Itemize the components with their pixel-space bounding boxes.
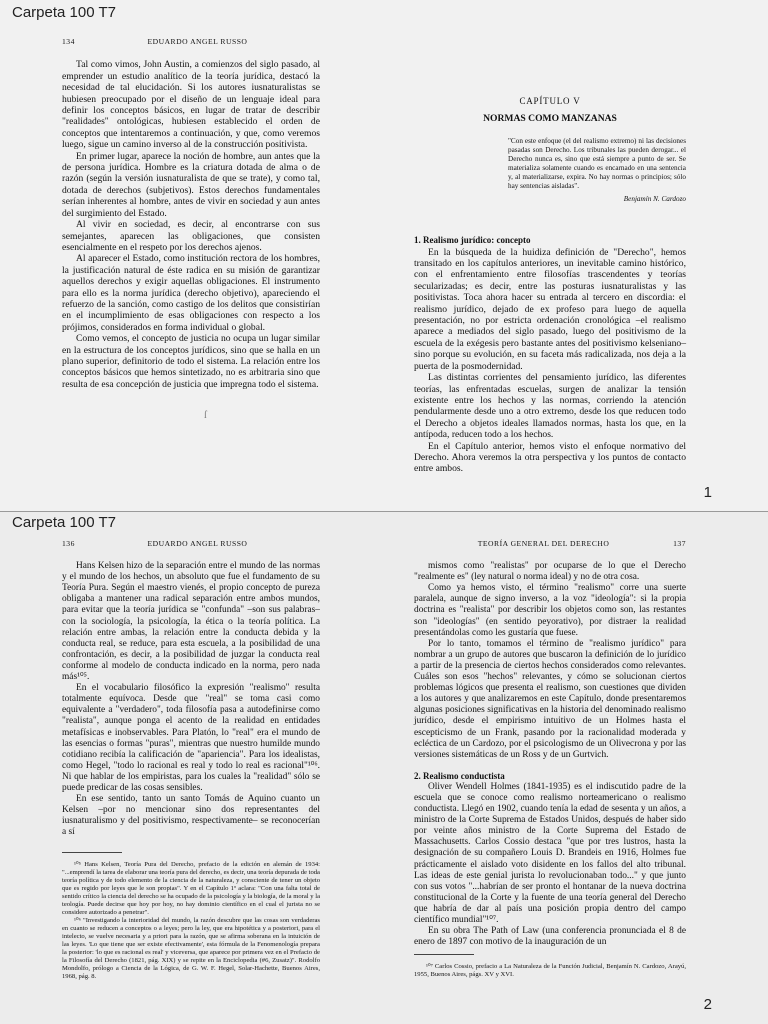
footnote: ¹⁰⁵ Hans Kelsen, Teoría Pura del Derecho, prefacio de la edición en alemán de 1934: "...emprendí la tarea de elaborar una teoría pura del derecho, es decir, una teoría depurada de toda teoría política y de todo elemento de la ciencia de la naturaleza, y consciente de tener un objeto que es regido por leyes que le son propias". Y en el Capítulo 1º aclara: "Con una falta total de sentido crítico la ciencia del derecho se ha ocupado de la psicología y la biología, de la moral y la teología. Puede decirse que hoy por hoy, no hay dominio científico en el cual el jurista no se considere autorizado a penetrar".: [62, 861, 320, 917]
page-number: 136: [62, 539, 75, 548]
footnote: ¹⁰⁶ "Investigando la interioridad del mundo, la razón descubre que las cosas son verdaderas en cuanto se reducen a conceptos o a leyes; pero la ley, que era hipotética y a posteriori, para el intelecto, se vuelve necesaria y a priori para la razón, que se afirma soberana en la intuición de las leyes. 'Lo que tiene que ser existe efectivamente', esta fórmula de la Fenomenología prepara la posterior: 'lo que es racional es real' y viceversa, que aparece por primera vez en el Prefacio de la Filosofía del Derecho (1821, pág. XIX) y se repite en la Enciclopedia (#6, Zusatz)". Rodolfo Mondolfo, prólogo a Ciencia de la Lógica, de G. W. F. Hegel, Solar-Hachette, Buenos Aires, 1968, pág. 8.: [62, 917, 320, 981]
footnotes: [414, 963, 686, 979]
running-head: [62, 36, 320, 47]
footnotes: [62, 861, 320, 981]
paragraph: Por lo tanto, tomamos el término de "realismo jurídico" para nombrar a un grupo de autores que buscaron la definición de lo jurídico a partir de la presencia de ciertos hechos considerados como relevantes. Cuáles son esos "hechos" relevantes, y cómo se solucionan ciertos problemas lógicos que presenta el realismo, son cuestiones que dividen a los autores y que analizaremos en este Capítulo, donde presentaremos algunas posiciones significativas en la historia del denominado realismo jurídico, desde el empirismo intuitivo de un Holmes hasta el escepticismo de un Frank, pasando por la racionalidad moderada y ecléctica de un Cardozo, por el psicologismo de un Olivecrona y por las versiones sistemáticas de un Ross y de un Gurtvich.: [414, 638, 686, 760]
epigraph-author: Benjamín N. Cardozo: [623, 194, 686, 203]
scanned-sheet-2: [0, 512, 768, 1024]
running-head: [414, 538, 686, 549]
running-head-title: TEORÍA GENERAL DEL DERECHO: [477, 539, 610, 548]
paragraph: Oliver Wendell Holmes (1841-1935) es el indiscutido padre de la escuela que se conoce como realismo norteamericano o realismo conductista. Llegó en 1902, cuando tenía la edad de sesenta y un años, a ministro de la Corte Suprema de Estados Unidos, después de haber sido por veinte años ministro de la Corte Suprema del Estado de Massachusetts. Carlos Cossio destaca "que por tres lustros, hasta la designación de su compañero Louis D. Brandeis en 1916, Holmes fue prácticamente el aislado voto disidente en los fallos del alto tribunal. Las ideas de este genial jurista lo revolucionaban todo..." y que junto con sus votos "...habrían de ser pronto el hontanar de la nueva doctrina constitucional de la Corte y la fuente de una teoría general del Derecho que habría de dar al país una posición propia dentro del campo científico mundial"¹⁰⁷.: [414, 781, 686, 925]
running-head: [62, 538, 320, 549]
book-page-135: [414, 36, 686, 475]
book-page-134: [62, 36, 320, 390]
section-heading: 1. Realismo jurídico: concepto: [414, 235, 531, 246]
book-page-136: [62, 538, 320, 981]
book-page-137: [414, 538, 686, 979]
footnote: ¹⁰⁷ Carlos Cossio, prefacio a La Naturaleza de la Función Judicial, Benjamín N. Cardozo, Arayú, 1955, Buenos Aires, págs. XV y XVI.: [414, 963, 686, 979]
paragraph: En ese sentido, tanto un santo Tomás de Aquino cuanto un Kelsen –por no mencionar sino dos representantes del iusnaturalismo y del positivismo, respectivamente– se reconocerían a sí: [62, 794, 320, 838]
paragraph: Como vemos, el concepto de justicia no ocupa un lugar similar en la estructura de los conceptos jurídicos, sino que se halla en un plano superior, definitorio de todo el sistema. La relación entre los conceptos básicos que hemos sintetizado, no es arbitraria sino que resulta de esa concepción de justicia que impregna todo el sistema.: [62, 333, 320, 390]
epigraph-quote: "Con este enfoque (el del realismo extremo) ni las decisiones pasadas son Derecho. Los tribunales las pueden derogar... el Derecho nunca es, sino que está siempre a punto de ser. Se materializa solamente cuando es encarnado en una sentencia y, al materializarse, expira. No hay normas o principios; sólo hay sentencias aisladas".: [508, 136, 686, 190]
sheet-number: 2: [703, 996, 712, 1013]
chapter-label: CAPÍTULO V: [519, 96, 581, 106]
running-head-author: EDUARDO ANGEL RUSSO: [147, 37, 248, 46]
paragraph: En el Capítulo anterior, hemos visto el enfoque normativo del Derecho. Ahora veremos la otra perspectiva y los puntos de contacto entre ambos.: [414, 440, 686, 475]
paragraph: Tal como vimos, John Austin, a comienzos del siglo pasado, al emprender un estudio analítico de la teoría jurídica, destacó la necesidad de tal elucidación. Si los autores iusnaturalistas se hubiesen preocupado por el diseño de un lenguaje ideal para definir los conceptos básicos, en lugar de tratar de describir "realidades" ontológicas, hubiesen establecido el orden de conceptos que intentaremos a continuación, y que, como veremos luego, sigue un camino inverso al de la construcción positivista.: [62, 59, 320, 151]
footnote-rule: [414, 954, 474, 955]
page-number: 134: [62, 37, 75, 46]
paragraph: En primer lugar, aparece la noción de hombre, aun antes que la de persona jurídica. Hombre es la criatura dotada de alma o de razón (según la versión iusnaturalista de que se trate), y como tal, dotada de derechos (subjetivos). Estos derechos fundamentales serían inherentes al hombre, antes de vivir en sociedad y aun antes del surgimiento del Estado.: [62, 150, 320, 219]
paragraph: Hans Kelsen hizo de la separación entre el mundo de las normas y el mundo de los hechos, un absoluto que fue el fundamento de su Teoría Pura. Según el maestro vienés, el propio concepto de pureza obligaba a mantener una radical separación entre ambos mundos, para evitar que la teoría jurídica se "confunda" –son sus palabras– con la sociología, la psicología, la ética o la teoría política. La relación entre ambas, la relación entre la conducta debida y la conducta real, se reduce, para esta escuela, a la posibilidad de una confrontación, es decir, a la posibilidad de juzgar la conducta real conforme al modelo de conducta indicado en la norma, pero nada más¹⁰⁵.: [62, 561, 320, 683]
paragraph: En el vocabulario filosófico la expresión "realismo" resulta totalmente equívoca. Desde que "real" se toma casi como equivalente a "verdadero", toda filosofía pasa a autodefinirse como "realista", aunque ponga el acento de la realidad en entidades metafísicas e inobservables. Para Platón, lo "real" era el mundo de las esencias o formas "puras", mientras que nuestro humilde mundo cotidiano recibía la calificación de "apariencia". Para los idealistas, como Hegel, "todo lo racional es real y todo lo real es racional"¹⁰⁶. Ni que hablar de los empiristas, para los cuales la "realidad" sólo se puede predicar de las cosas sensibles.: [62, 683, 320, 793]
paragraph: Las distintas corrientes del pensamiento jurídico, las diferentes teorías, las enfrentadas escuelas, surgen de analizar la tensión existente entre los hechos y las normas, corriendo la atención pendularmente desde uno a otro extremo, desde los que reducen todo el Derecho a objetos ideales llamados normas, hasta los que, en la antípoda, reducen todo a los hechos.: [414, 372, 686, 441]
scan-artifact-mark: ſ: [204, 410, 207, 421]
paragraph: En la búsqueda de la huidiza definición de "Derecho", hemos transitado en los capítulos anteriores, un inevitable camino histórico, con el enfrentamiento entre filosofías trascendentes y teorías secularizadas; es decir, entre las posturas iusnaturalistas y las positivistas. Toca ahora hacer su entrada al tercero en discordia: el realismo jurídico, dejado de ex profeso para luego de aquella presentación, no por estricta ordenación cronológica –el realismo aparece a mediados del siglo pasado, luego del positivismo de la escuela de la exégesis pero bastante antes del positivismo kelseniano– sino porque su evolución, en su faceta más radicalizada, nos deja a la puerta de la posmodernidad.: [414, 246, 686, 372]
sheet-header-label: Carpeta 100 T7: [12, 514, 116, 531]
running-head-author: EDUARDO ANGEL RUSSO: [147, 539, 248, 548]
paragraph: mismos como "realistas" por ocuparse de lo que el Derecho "realmente es" (ley natural o norma ideal) y no de otra cosa.: [414, 561, 686, 583]
paragraph: Al vivir en sociedad, es decir, al encontrarse con sus semejantes, aparecen las obligaciones, que consisten esencialmente en el respeto por los derechos ajenos.: [62, 219, 320, 253]
paragraph: En su obra The Path of Law (una conferencia pronunciada el 8 de enero de 1897 con motivo de la inauguración de un: [414, 926, 686, 948]
section-heading: 2. Realismo conductista: [414, 770, 505, 781]
sheet-header-label: Carpeta 100 T7: [12, 4, 116, 21]
chapter-title: NORMAS COMO MANZANAS: [483, 113, 617, 125]
footnote-rule: [62, 852, 122, 853]
sheet-number: 1: [703, 484, 712, 501]
paragraph: Al aparecer el Estado, como institución rectora de los hombres, la justificación natural de éste radica en su misión de garantizar aquellos derechos y exigir aquellas obligaciones. El instrumento para ello es la norma jurídica (derecho objetivo), apareciendo el refuerzo de la sanción, como castigo de los delitos que consistirían en el incumplimiento de esas obligaciones con respecto a los prójimos, considerados en forma individual o global.: [62, 253, 320, 333]
paragraph: Como ya hemos visto, el término "realismo" corre una suerte paralela, aunque de signo inverso, a la voz "ideología": si la propia doctrina es "realista" por describir los objetos como son, las restantes son "ideologías" (en sentido peyorativo), por distraer la realidad presentándolas como les gustaría que fuese.: [414, 583, 686, 638]
page-number: 137: [673, 539, 686, 548]
